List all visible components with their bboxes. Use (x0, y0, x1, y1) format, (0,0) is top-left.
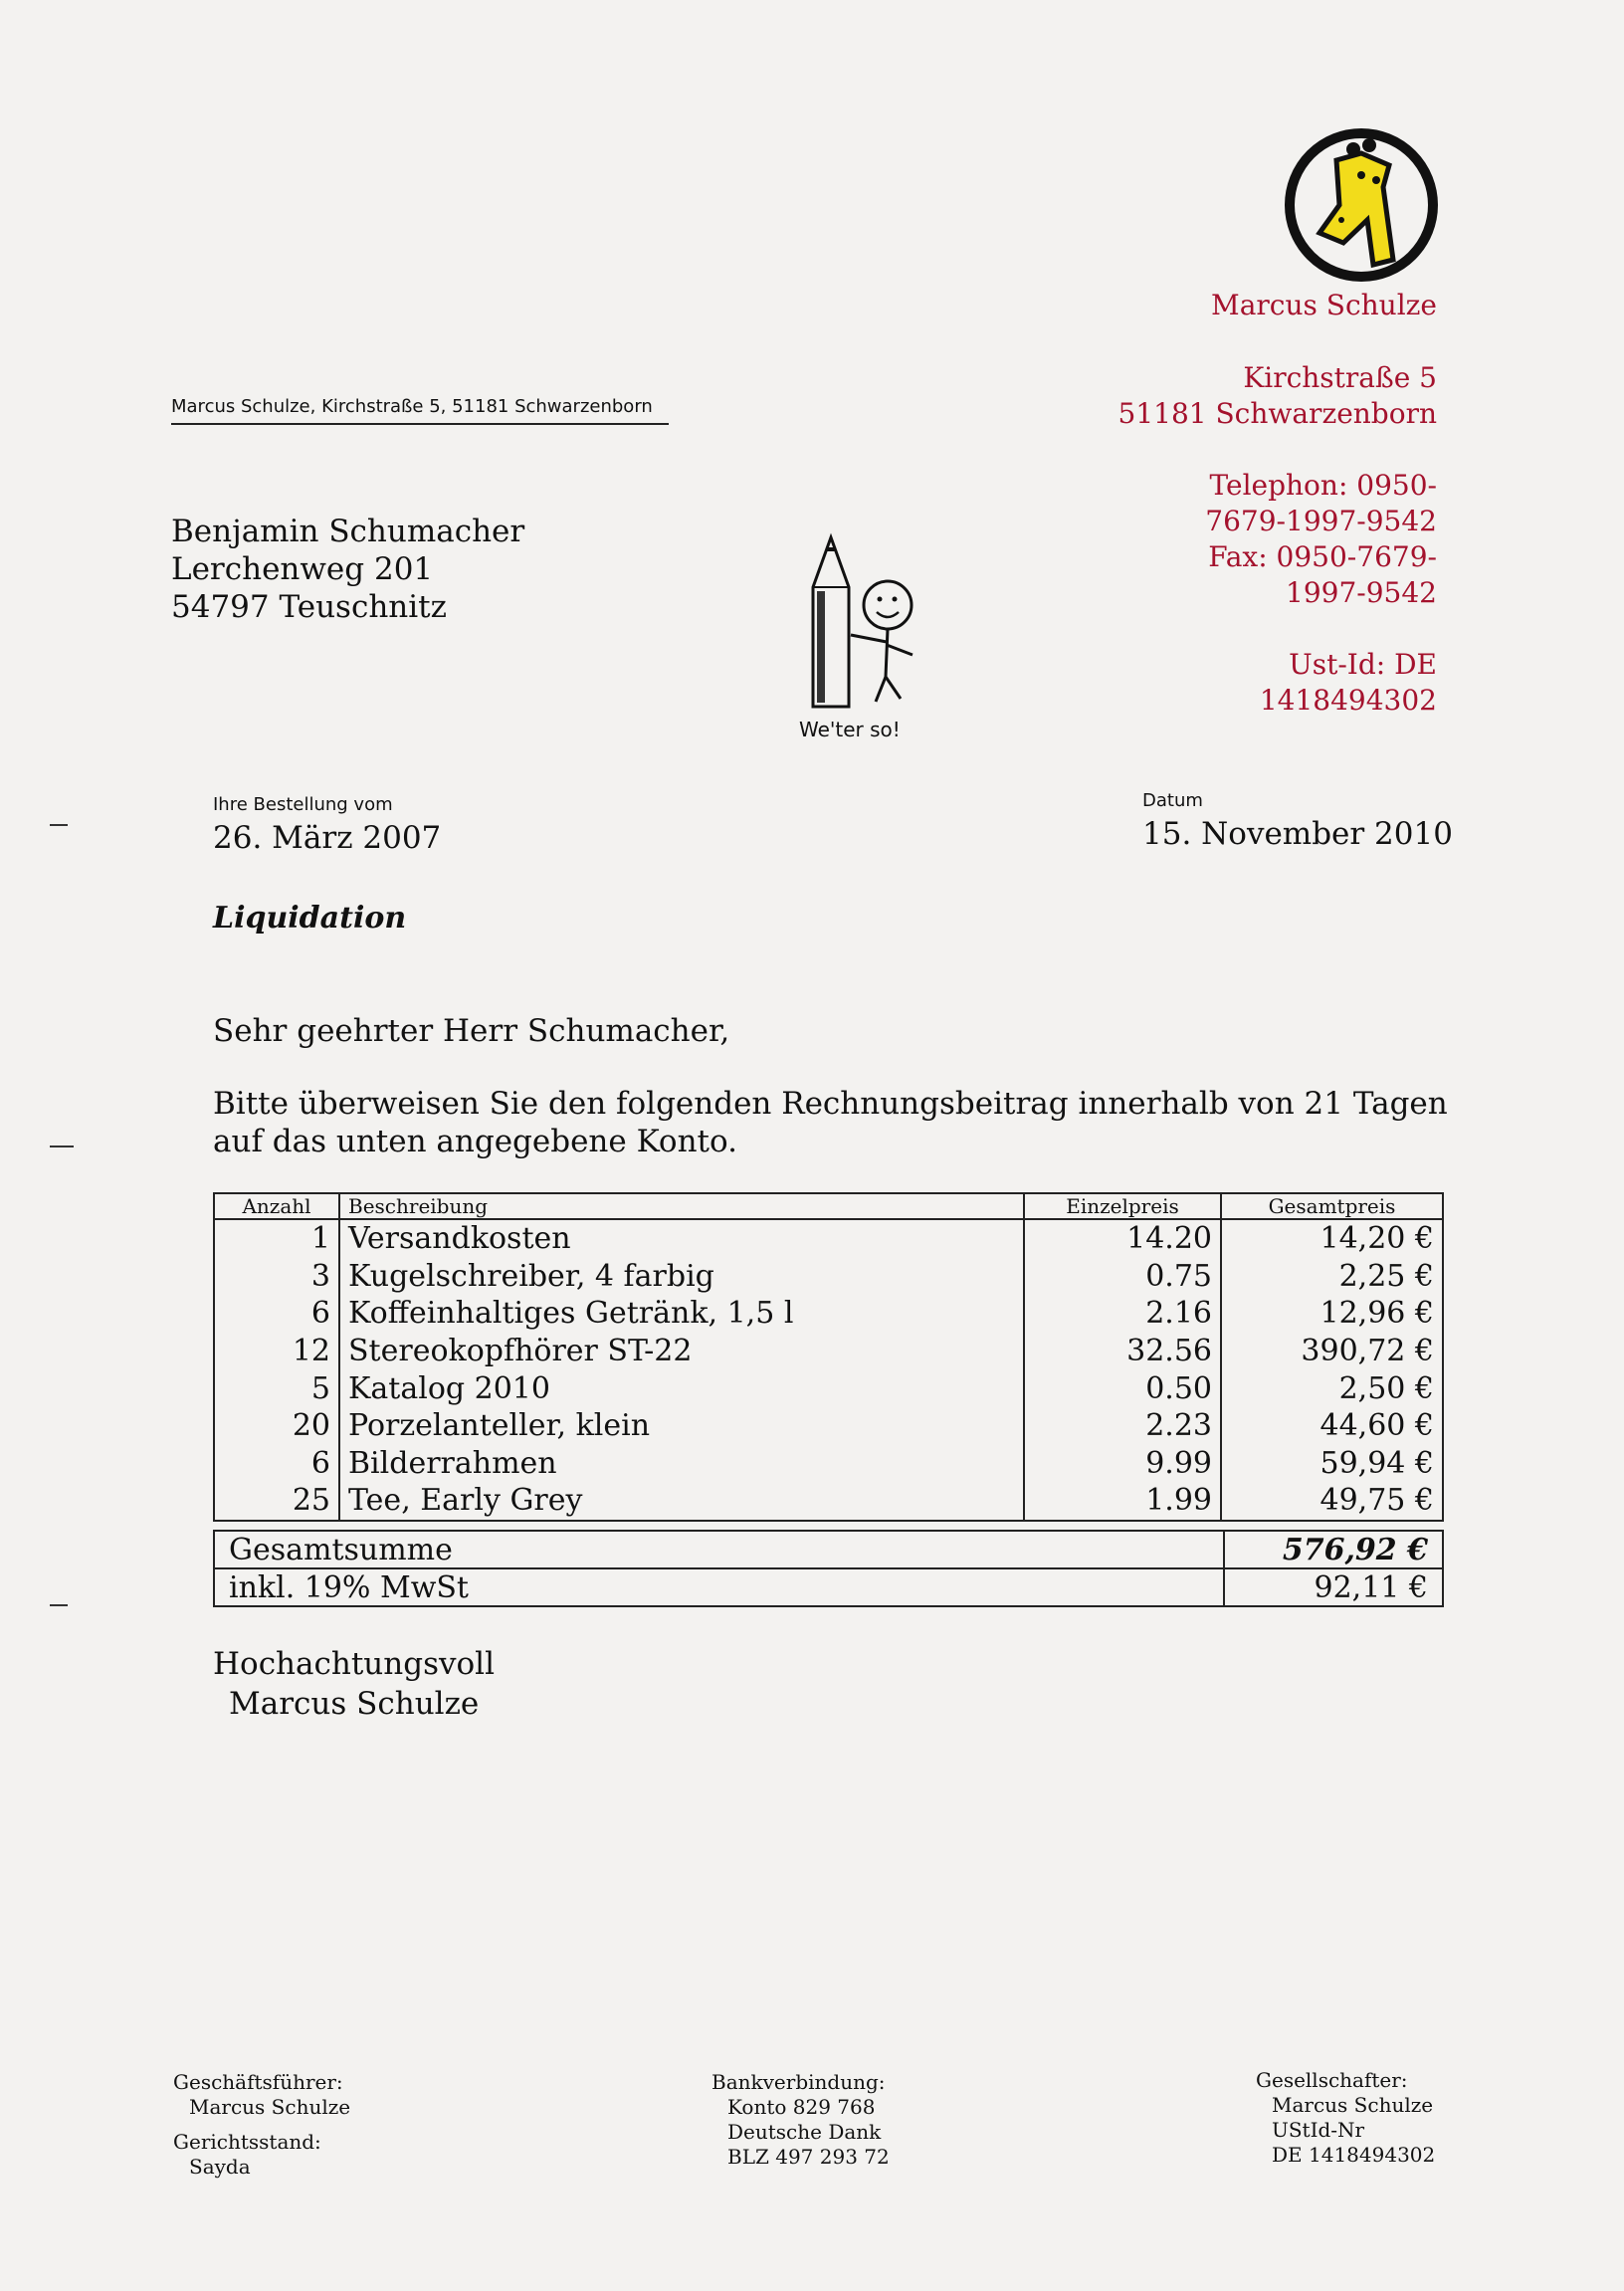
header-unit-price: Einzelpreis (1024, 1193, 1221, 1219)
cell-description: Versandkosten (339, 1219, 1024, 1258)
sender-name: Marcus Schulze (1211, 289, 1437, 321)
cell-quantity: 5 (214, 1369, 339, 1407)
cell-description: Stereokopfhörer ST-22 (339, 1333, 1024, 1370)
cell-total-price: 14,20 € (1221, 1219, 1443, 1258)
sender-fax-line: Fax: 0950-7679- (1208, 540, 1437, 573)
cell-total-price: 44,60 € (1221, 1407, 1443, 1445)
sender-street: Kirchstraße 5 (1243, 361, 1437, 394)
subject: Liquidation (213, 901, 407, 936)
footer-management (173, 2070, 350, 2180)
cell-unit-price: 32.56 (1024, 1333, 1221, 1370)
cell-total-price: 390,72 € (1221, 1333, 1443, 1370)
table-row (214, 1333, 1443, 1370)
invoice-date-label: Datum (1142, 790, 1203, 811)
total-label: Gesamtsumme (214, 1531, 1224, 1568)
invoice-date: 15. November 2010 (1142, 816, 1453, 852)
fold-marker (50, 1604, 68, 1606)
sender-vat (1260, 647, 1437, 719)
cell-total-price: 12,96 € (1221, 1295, 1443, 1333)
sender-address (1118, 360, 1437, 432)
items-table (213, 1192, 1444, 1522)
footer-bank-line: Deutsche Dank (727, 2120, 882, 2144)
total-value: 576,92 € (1224, 1531, 1443, 1568)
table-row (214, 1258, 1443, 1296)
sender-contact (1205, 468, 1437, 611)
cell-description: Kugelschreiber, 4 farbig (339, 1258, 1024, 1296)
footer-bank (711, 2070, 890, 2170)
cell-total-price: 2,25 € (1221, 1258, 1443, 1296)
cell-description: Tee, Early Grey (339, 1482, 1024, 1521)
total-row (214, 1531, 1443, 1568)
cell-unit-price: 2.16 (1024, 1295, 1221, 1333)
closing-phrase: Hochachtungsvoll (213, 1646, 495, 1682)
cell-quantity: 20 (214, 1407, 339, 1445)
footer-bank-line: BLZ 497 293 72 (727, 2145, 890, 2169)
cell-unit-price: 1.99 (1024, 1482, 1221, 1521)
tax-label: inkl. 19% MwSt (214, 1568, 1224, 1606)
fold-marker (50, 824, 68, 826)
cell-quantity: 6 (214, 1295, 339, 1333)
footer-court: Sayda (189, 2155, 251, 2179)
footer-court-label: Gerichtsstand: (173, 2130, 321, 2154)
recipient-address (171, 513, 524, 626)
cell-quantity: 6 (214, 1445, 339, 1483)
table-row (214, 1482, 1443, 1521)
pencil-stamp-icon (791, 527, 940, 756)
cell-description: Katalog 2010 (339, 1369, 1024, 1407)
cell-unit-price: 0.75 (1024, 1258, 1221, 1296)
cell-description: Porzelanteller, klein (339, 1407, 1024, 1445)
footer-ceo-label: Geschäftsführer: (173, 2070, 343, 2094)
order-date-label: Ihre Bestellung vom (213, 794, 393, 815)
header-total-price: Gesamtpreis (1221, 1193, 1443, 1219)
cell-description: Koffeinhaltiges Getränk, 1,5 l (339, 1295, 1024, 1333)
return-address: Marcus Schulze, Kirchstraße 5, 51181 Schwarzenborn (171, 396, 669, 425)
order-date: 26. März 2007 (213, 820, 442, 856)
giraffe-logo-icon (1282, 125, 1441, 285)
stamp-text: We'ter so! (799, 718, 901, 741)
punch-marker (50, 1146, 74, 1147)
closing (213, 1644, 495, 1724)
header-quantity: Anzahl (214, 1193, 339, 1219)
footer-partner-line: UStId-Nr (1272, 2118, 1365, 2142)
table-row (214, 1407, 1443, 1445)
cell-quantity: 12 (214, 1333, 339, 1370)
footer-partner-label: Gesellschafter: (1256, 2068, 1408, 2092)
body-line: Bitte überweisen Sie den folgenden Rechnungsbeitrag innerhalb von 21 Tagen (213, 1086, 1448, 1122)
cell-total-price: 49,75 € (1221, 1482, 1443, 1521)
items-table-header (214, 1193, 1443, 1219)
body-line: auf das unten angegebene Konto. (213, 1124, 737, 1159)
tax-value: 92,11 € (1224, 1568, 1443, 1606)
sender-vat-line: Ust-Id: DE (1289, 648, 1437, 681)
sender-vat-line: 1418494302 (1259, 684, 1437, 717)
cell-total-price: 59,94 € (1221, 1445, 1443, 1483)
cell-unit-price: 14.20 (1024, 1219, 1221, 1258)
header-description: Beschreibung (339, 1193, 1024, 1219)
sender-fax-line: 1997-9542 (1286, 576, 1437, 609)
totals-table (213, 1530, 1444, 1607)
footer-partner (1256, 2068, 1435, 2168)
recipient-street: Lerchenweg 201 (171, 551, 434, 587)
footer-bank-label: Bankverbindung: (711, 2070, 886, 2094)
cell-unit-price: 2.23 (1024, 1407, 1221, 1445)
cell-unit-price: 0.50 (1024, 1369, 1221, 1407)
recipient-city: 54797 Teuschnitz (171, 589, 447, 625)
salutation: Sehr geehrter Herr Schumacher, (213, 1013, 730, 1049)
footer-bank-line: Konto 829 768 (727, 2095, 876, 2119)
cell-quantity: 25 (214, 1482, 339, 1521)
cell-quantity: 3 (214, 1258, 339, 1296)
sender-city: 51181 Schwarzenborn (1117, 397, 1437, 430)
sender-phone-line: Telephon: 0950- (1209, 469, 1437, 502)
table-row (214, 1369, 1443, 1407)
cell-quantity: 1 (214, 1219, 339, 1258)
footer-partner-line: DE 1418494302 (1272, 2143, 1436, 2167)
closing-name: Marcus Schulze (229, 1686, 480, 1722)
table-row (214, 1295, 1443, 1333)
sender-phone-line: 7679-1997-9542 (1205, 505, 1437, 537)
footer-partner-line: Marcus Schulze (1272, 2093, 1434, 2117)
body-text (213, 1085, 1457, 1160)
cell-unit-price: 9.99 (1024, 1445, 1221, 1483)
footer-ceo: Marcus Schulze (189, 2095, 351, 2119)
table-row (214, 1219, 1443, 1258)
cell-description: Bilderrahmen (339, 1445, 1024, 1483)
recipient-name: Benjamin Schumacher (171, 514, 525, 549)
cell-total-price: 2,50 € (1221, 1369, 1443, 1407)
table-row (214, 1445, 1443, 1483)
tax-row (214, 1568, 1443, 1606)
